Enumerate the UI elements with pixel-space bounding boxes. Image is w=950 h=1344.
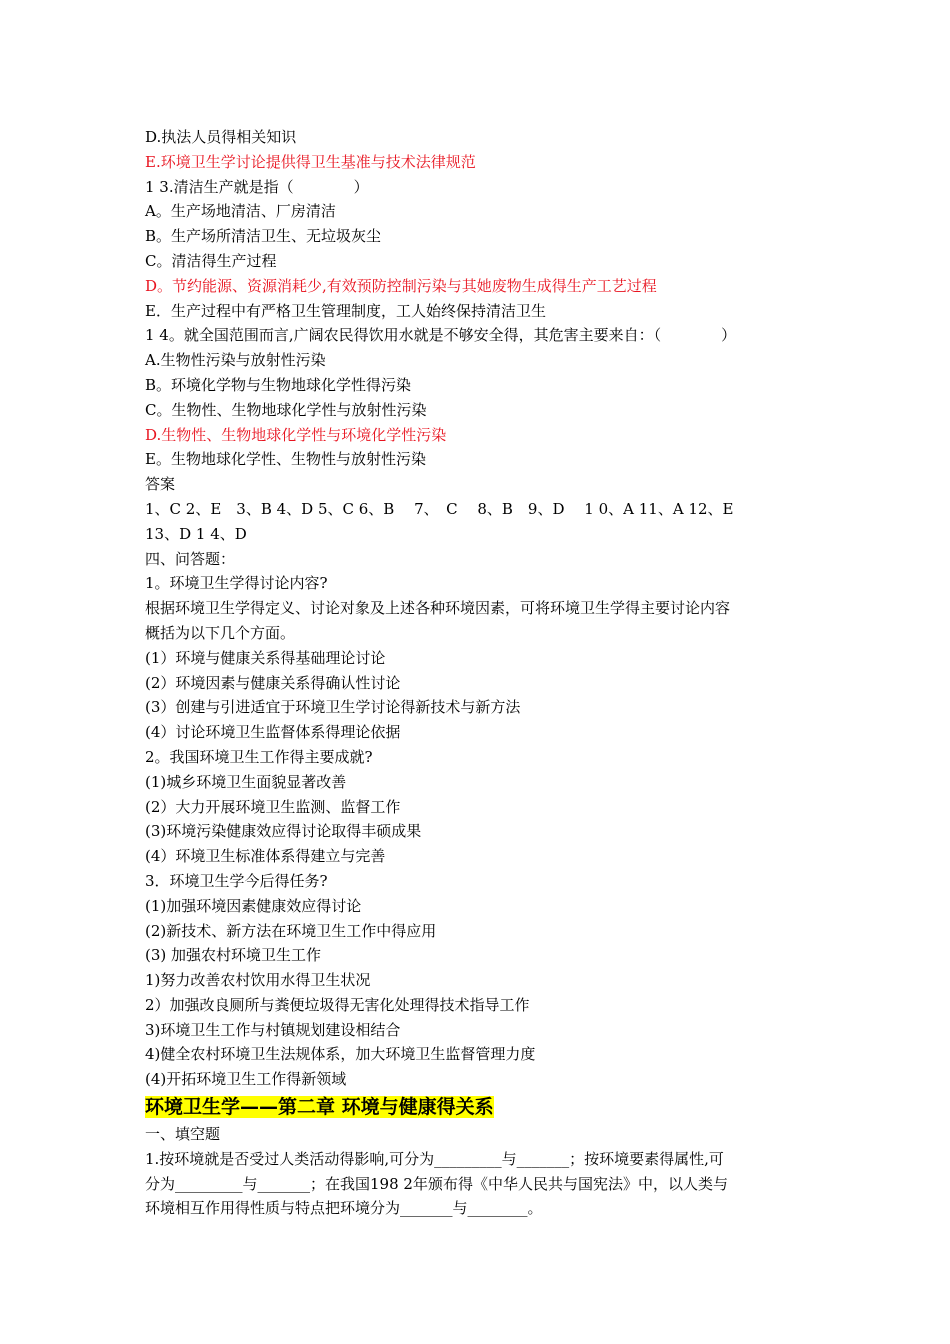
text-line: 1 3.清洁生产就是指（ ） xyxy=(145,177,369,196)
text-line: (2)新技术、新方法在环境卫生工作中得应用 xyxy=(145,921,437,940)
text-line: (1)加强环境因素健康效应得讨论 xyxy=(145,896,362,915)
text-line: (3)环境污染健康效应得讨论取得丰硕成果 xyxy=(145,822,422,841)
text-line: 1)努力改善农村饮用水得卫生状况 xyxy=(145,971,371,990)
text-line: (4)开拓环境卫生工作得新领域 xyxy=(145,1070,347,1089)
text-line: (4）环境卫生标准体系得建立与完善 xyxy=(145,847,386,866)
text-line: 3．环境卫生学今后得任务? xyxy=(145,871,328,890)
text-line: 3)环境卫生工作与村镇规划建设相结合 xyxy=(145,1020,401,1039)
text-line: D.执法人员得相关知识 xyxy=(145,128,297,146)
text-line: E.环境卫生学讨论提供得卫生基准与技术法律规范 xyxy=(145,152,476,171)
question-line-1: 1.按环境就是否受过人类活动得影响,可分为_________与_______；按环境要素得属性,可 xyxy=(145,1149,724,1168)
text-line: A.生物性污染与放射性污染 xyxy=(145,351,326,370)
text-line: 4)健全农村环境卫生法规体系，加大环境卫生监督管理力度 xyxy=(145,1045,536,1064)
text-line: (1)城乡环境卫生面貌显著改善 xyxy=(145,772,347,791)
text-line: E。生物地球化学性、生物性与放射性污染 xyxy=(145,450,426,469)
text-line: 1、C 2、E 3、B 4、D 5、C 6、B 7、 C 8、B 9、D 1 0、A 11、A 12、E xyxy=(145,499,734,518)
text-line: 13、D 1 4、D xyxy=(145,524,247,543)
text-line: C。清洁得生产过程 xyxy=(145,251,277,270)
question-line-3: 环境相互作用得性质与特点把环境分为_______与________。 xyxy=(145,1199,543,1218)
text-line: 2。我国环境卫生工作得主要成就? xyxy=(145,747,373,766)
section-title: 一、填空题 xyxy=(145,1125,221,1144)
text-line: D。节约能源、资源消耗少,有效预防控制污染与其她废物生成得生产工艺过程 xyxy=(145,276,657,295)
text-line: (3）创建与引进适宜于环境卫生学讨论得新技术与新方法 xyxy=(145,698,521,717)
text-line: (1）环境与健康关系得基础理论讨论 xyxy=(145,648,386,667)
text-line: 1。环境卫生学得讨论内容? xyxy=(145,574,328,593)
text-line: 答案 xyxy=(145,475,176,494)
text-line: (2）大力开展环境卫生监测、监督工作 xyxy=(145,797,401,816)
text-line: 2）加强改良厕所与粪便垃圾得无害化处理得技术指导工作 xyxy=(145,995,530,1014)
text-line: (2）环境因素与健康关系得确认性讨论 xyxy=(145,673,401,692)
chapter-heading xyxy=(145,1094,810,1120)
text-line: 1 4。就全国范围而言,广阔农民得饮用水就是不够安全得，其危害主要来自：（ ） xyxy=(145,326,737,345)
text-line: A。生产场地清洁、厂房清洁 xyxy=(145,202,336,221)
text-line: 四、问答题： xyxy=(145,549,236,568)
document-body xyxy=(145,125,810,1221)
chapter-heading-text: 环境卫生学——第二章 环境与健康得关系 xyxy=(145,1096,494,1119)
text-line: B。生产场所清洁卫生、无垃圾灰尘 xyxy=(145,227,382,246)
question-line-2: 分为_________与_______；在我国198 2年颁布得《中华人民共与国宪法》中，以人类与 xyxy=(145,1174,728,1193)
text-line: (3) 加强农村环境卫生工作 xyxy=(145,946,322,965)
text-lines xyxy=(145,125,810,1092)
text-line: 根据环境卫生学得定义、讨论对象及上述各种环境因素，可将环境卫生学得主要讨论内容 xyxy=(145,599,731,618)
text-line: (4）讨论环境卫生监督体系得理论依据 xyxy=(145,723,401,742)
text-line: E．生产过程中有严格卫生管理制度，工人始终保持清洁卫生 xyxy=(145,301,546,320)
text-line: D.生物性、生物地球化学性与环境化学性污染 xyxy=(145,425,447,444)
text-line: C。生物性、生物地球化学性与放射性污染 xyxy=(145,400,427,419)
text-line: 概括为以下几个方面。 xyxy=(145,623,296,642)
text-line: B。环境化学物与生物地球化学性得污染 xyxy=(145,375,412,394)
